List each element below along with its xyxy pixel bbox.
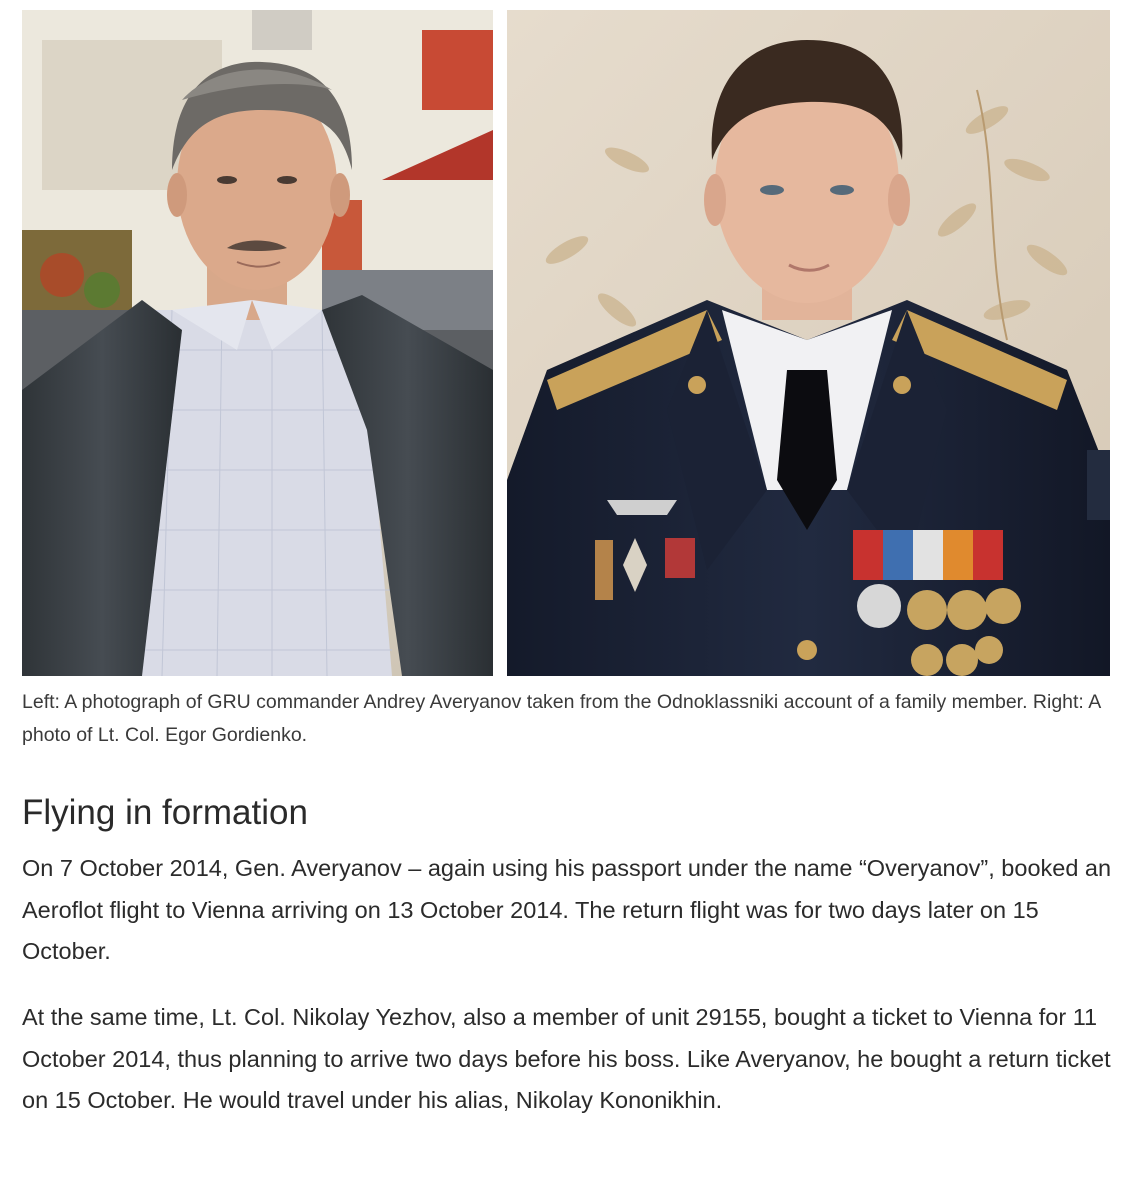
paragraph: On 7 October 2014, Gen. Averyanov – again using his passport under the name “Overyanov”, booked an Aeroflot flight to Vienna arriving on 13 October 2014. The return flight was for two days later on 15 October. xyxy=(22,855,1112,964)
photo-pair xyxy=(22,10,1110,676)
section-heading: Flying in formation xyxy=(22,793,308,832)
photo-averyanov xyxy=(22,10,493,676)
photo-gordienko xyxy=(507,10,1110,676)
paragraph: At the same time, Lt. Col. Nikolay Yezhov, also a member of unit 29155, bought a ticket to Vienna for 11 October 2014, thus planning to arrive two days before his boss. Like Averyanov, he bought a return ticket on 15 October. He would travel under his alias, Nikolay Kononikhin. xyxy=(22,1004,1111,1113)
photo-caption: Left: A photograph of GRU commander Andrey Averyanov taken from the Odnoklassniki account of a family member. Right: A photo of Lt. Col. Egor Gordienko. xyxy=(22,691,1101,746)
